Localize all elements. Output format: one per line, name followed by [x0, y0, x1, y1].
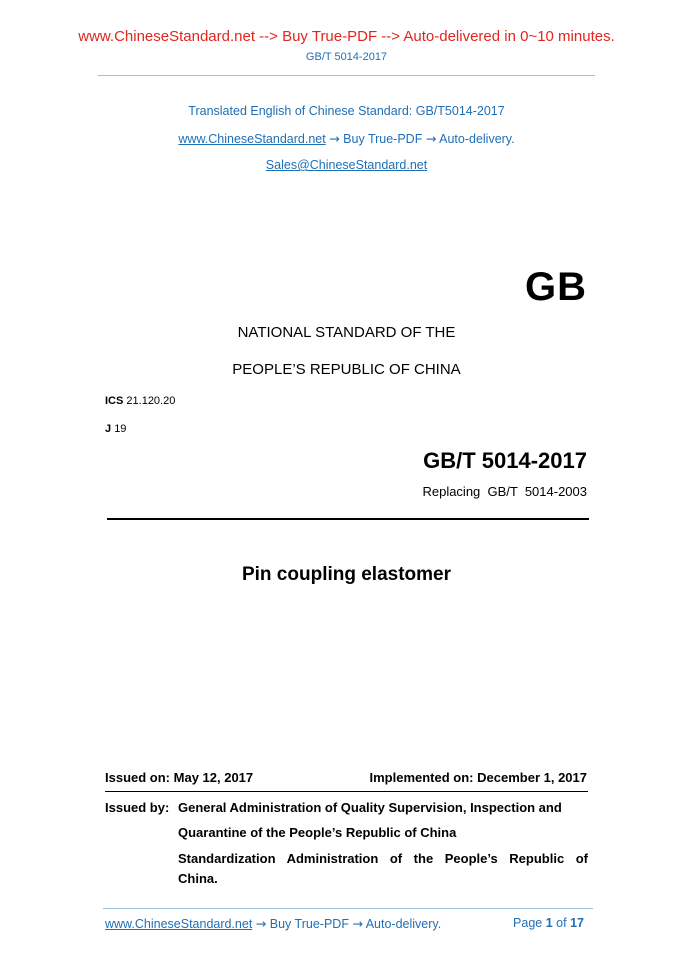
arrow-right-icon: → [329, 131, 340, 146]
footer-rule [103, 908, 593, 909]
issued-by-line1: General Administration of Quality Supervision, Inspection and [178, 800, 562, 815]
j-classification [105, 423, 126, 435]
page-total: 17 [570, 916, 584, 930]
issued-by-label: Issued by: [105, 800, 170, 815]
issued-by-line4: China. [178, 871, 218, 886]
page-indicator [513, 916, 584, 930]
translation-line: Translated English of Chinese Standard: GB/T5014-2017 [188, 104, 505, 118]
national-standard-line2: PEOPLE’S REPUBLIC OF CHINA [232, 361, 461, 378]
header-rule [98, 75, 595, 76]
implemented-on-value: December 1, 2017 [477, 770, 587, 785]
header-code: GB/T 5014-2017 [305, 51, 388, 63]
arrow-right-icon: → [352, 916, 363, 931]
replacing-note: Replacing GB/T 5014-2003 [422, 484, 587, 499]
j-value: 19 [114, 423, 127, 435]
ics-classification [105, 395, 175, 407]
document-title: Pin coupling elastomer [241, 564, 452, 585]
footer-links [105, 916, 441, 931]
page-number: 1 [545, 916, 553, 930]
title-rule [107, 518, 589, 520]
issued-by-line2: Quarantine of the People’s Republic of China [178, 825, 457, 840]
j-label: J [105, 423, 112, 435]
issued-by-line3: Standardization Administration of the People’s Republic of [178, 851, 588, 866]
arrow-right-icon: → [255, 916, 267, 931]
buy-true-pdf-link[interactable]: Buy True-PDF [343, 132, 423, 146]
page-label: Page [513, 916, 543, 930]
auto-delivery-text: Auto-delivery. [439, 132, 515, 146]
issue-rule [105, 791, 588, 792]
site-link[interactable]: www.ChineseStandard.net [178, 132, 326, 146]
implemented-on-label: Implemented on: [369, 770, 474, 785]
gb-mark: GB [525, 265, 587, 309]
promo-banner[interactable]: www.ChineseStandard.net --> Buy True-PDF --> Auto-delivered in 0~10 minutes. [78, 28, 615, 45]
issued-on-value: May 12, 2017 [173, 770, 254, 785]
footer-delivery-text: Auto-delivery. [365, 917, 442, 931]
arrow-right-icon: → [425, 131, 437, 146]
ics-value: 21.120.20 [126, 395, 176, 407]
footer-buy-link[interactable]: Buy True-PDF [269, 917, 349, 931]
standard-number: GB/T 5014-2017 [423, 448, 587, 473]
national-standard-line1: NATIONAL STANDARD OF THE [237, 324, 456, 341]
ics-label: ICS [105, 395, 124, 407]
issued-on [105, 770, 253, 785]
sales-email-link[interactable]: Sales@ChineseStandard.net [265, 158, 428, 172]
footer-site-link[interactable]: www.ChineseStandard.net [105, 917, 253, 931]
issued-on-label: Issued on: [105, 770, 171, 785]
translation-links [0, 131, 693, 146]
of-label: of [556, 916, 567, 930]
implemented-on [370, 770, 588, 785]
